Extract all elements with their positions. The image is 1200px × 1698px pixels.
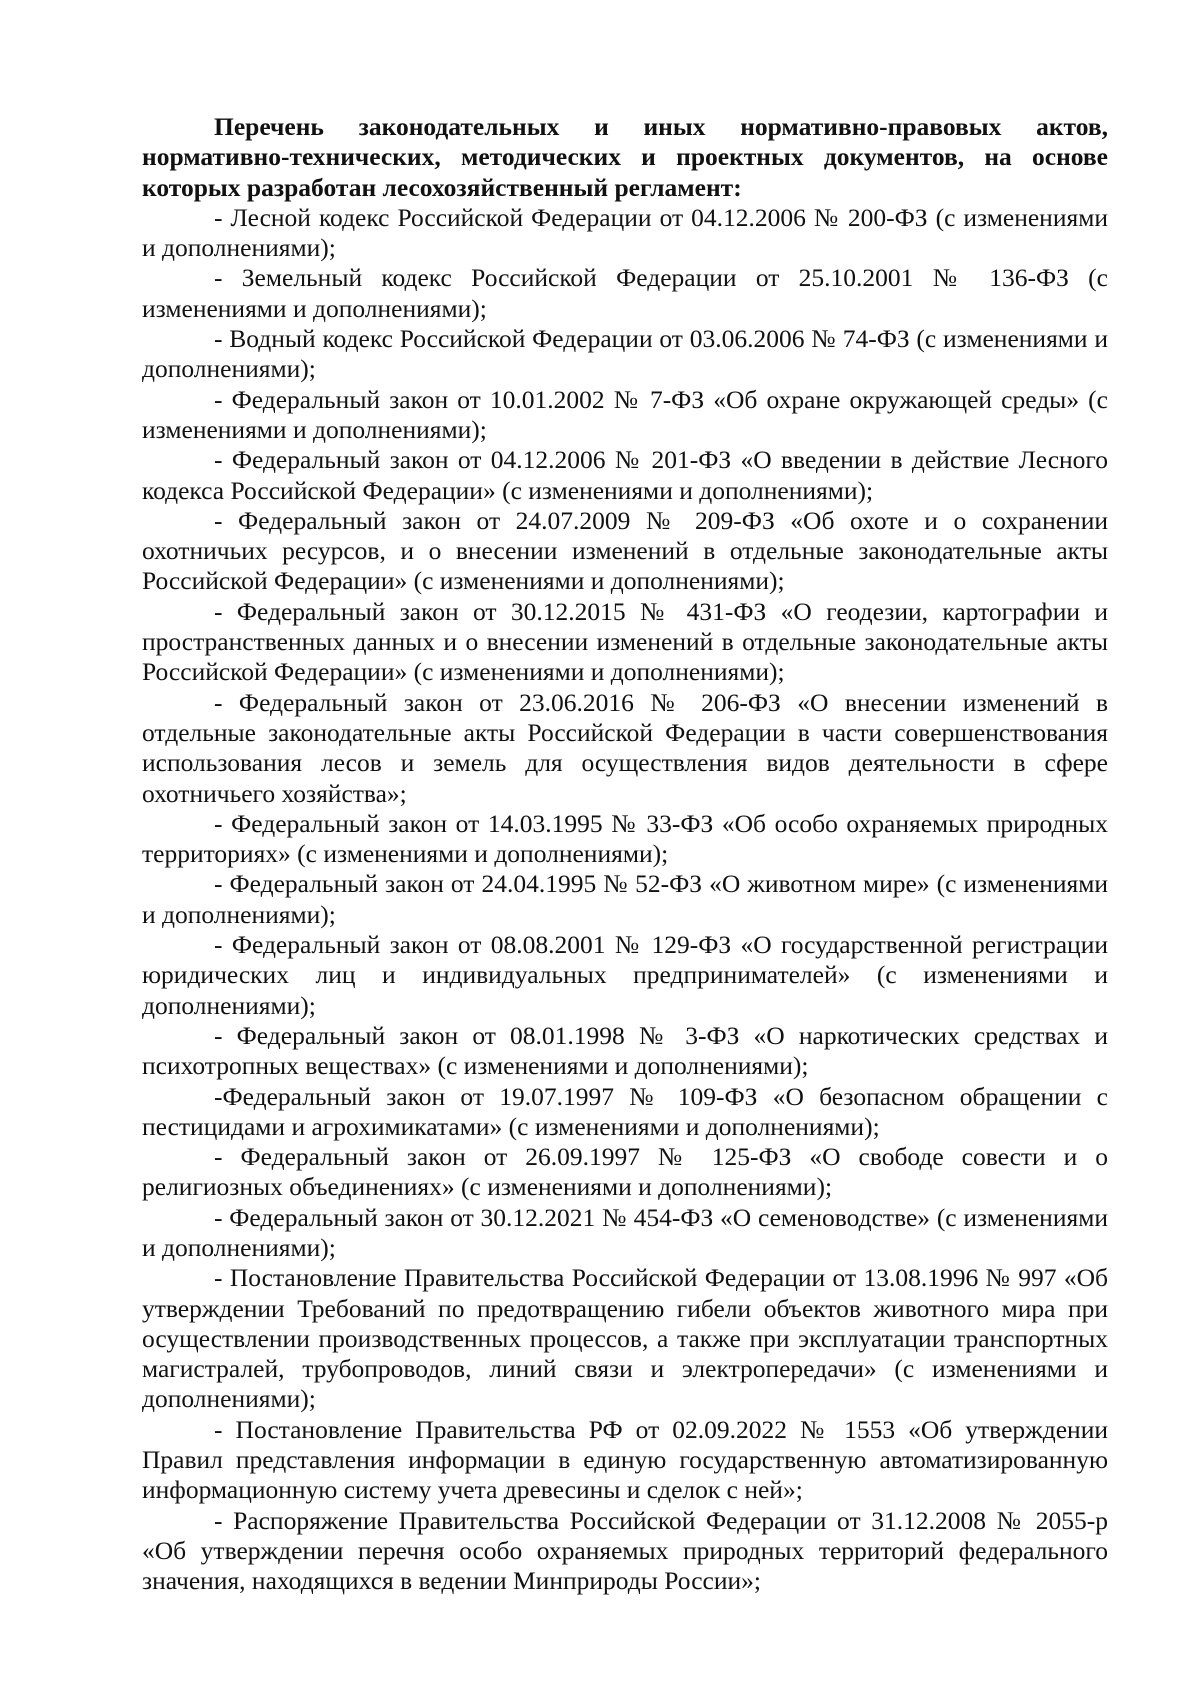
document-list-item: - Постановление Правительства РФ от 02.09.2022 № 1553 «Об утверждении Правил представления информации в единую государственную автоматизированную информационную систему учета древесины и сделок с ней»; <box>142 1414 1108 1505</box>
document-list-item: - Федеральный закон от 08.08.2001 № 129-ФЗ «О государственной регистрации юридических лиц и индивидуальных предпринимателей» (с изменениями и дополнениями); <box>142 930 1108 1020</box>
document-list-item: - Земельный кодекс Российской Федерации от 25.10.2001 № 136-ФЗ (с изменениями и дополнениями); <box>142 263 1108 323</box>
document-list-item: - Федеральный закон от 14.03.1995 № 33-ФЗ «Об особо охраняемых природных территориях» (с изменениями и дополнениями); <box>142 808 1108 869</box>
document-heading: Перечень законодательных и иных нормативно-правовых актов, нормативно-технических, методических и проектных документов, на основе которых разработан лесохозяйственный регламент: <box>142 112 1108 202</box>
document-list-item: - Постановление Правительства Российской Федерации от 13.08.1996 № 997 «Об утверждении Требований по предотвращению гибели объектов животного мира при осуществлении производственных процессов, а также при эксплуатации транспортных магистралей, трубопроводов, линий связи и электропередачи» (с изменениями и дополнениями); <box>142 1263 1108 1414</box>
document-list-item: - Федеральный закон от 24.07.2009 № 209-ФЗ «Об охоте и о сохранении охотничьих ресурсов, и о внесении изменений в отдельные законодательные акты Российской Федерации» (с изменениями и дополнениями); <box>142 505 1108 596</box>
document-list-item: - Федеральный закон от 30.12.2021 № 454-ФЗ «О семеноводстве» (с изменениями и дополнениями); <box>142 1202 1108 1262</box>
document-list-item: - Федеральный закон от 10.01.2002 № 7-ФЗ «Об охране окружающей среды» (с изменениями и дополнениями); <box>142 384 1108 444</box>
document-list-item: - Федеральный закон от 30.12.2015 № 431-ФЗ «О геодезии, картографии и пространственных данных и о внесении изменений в отдельные законодательные акты Российской Федерации» (с изменениями и дополнениями); <box>142 596 1108 687</box>
document-list-item: - Федеральный закон от 26.09.1997 № 125-ФЗ «О свободе совести и о религиозных объединениях» (с изменениями и дополнениями); <box>142 1142 1108 1202</box>
document-list-item: -Федеральный закон от 19.07.1997 № 109-ФЗ «О безопасном обращении с пестицидами и агрохимикатами» (с изменениями и дополнениями); <box>142 1081 1108 1141</box>
document-list-item: - Водный кодекс Российской Федерации от 03.06.2006 № 74-ФЗ (с изменениями и дополнениями); <box>142 324 1108 384</box>
document-list-item: - Федеральный закон от 24.04.1995 № 52-ФЗ «О животном мире» (с изменениями и дополнениями); <box>142 869 1108 929</box>
document-list-item: - Распоряжение Правительства Российской Федерации от 31.12.2008 № 2055-р «Об утверждении перечня особо охраняемых природных территорий федерального значения, находящихся в ведении Минприроды России»; <box>142 1505 1108 1596</box>
document-list-item: - Федеральный закон от 08.01.1998 № 3-ФЗ «О наркотических средствах и психотропных веществах» (с изменениями и дополнениями); <box>142 1020 1108 1081</box>
document-list-item: - Федеральный закон от 04.12.2006 № 201-ФЗ «О введении в действие Лесного кодекса Российской Федерации» (с изменениями и дополнениями); <box>142 445 1108 505</box>
document-page <box>142 112 1108 1597</box>
document-list-item: - Лесной кодекс Российской Федерации от 04.12.2006 № 200-ФЗ (с изменениями и дополнениями); <box>142 202 1108 263</box>
document-list-item: - Федеральный закон от 23.06.2016 № 206-ФЗ «О внесении изменений в отдельные законодательные акты Российской Федерации в части совершенствования использования лесов и земель для осуществления видов деятельности в сфере охотничьего хозяйства»; <box>142 687 1108 808</box>
